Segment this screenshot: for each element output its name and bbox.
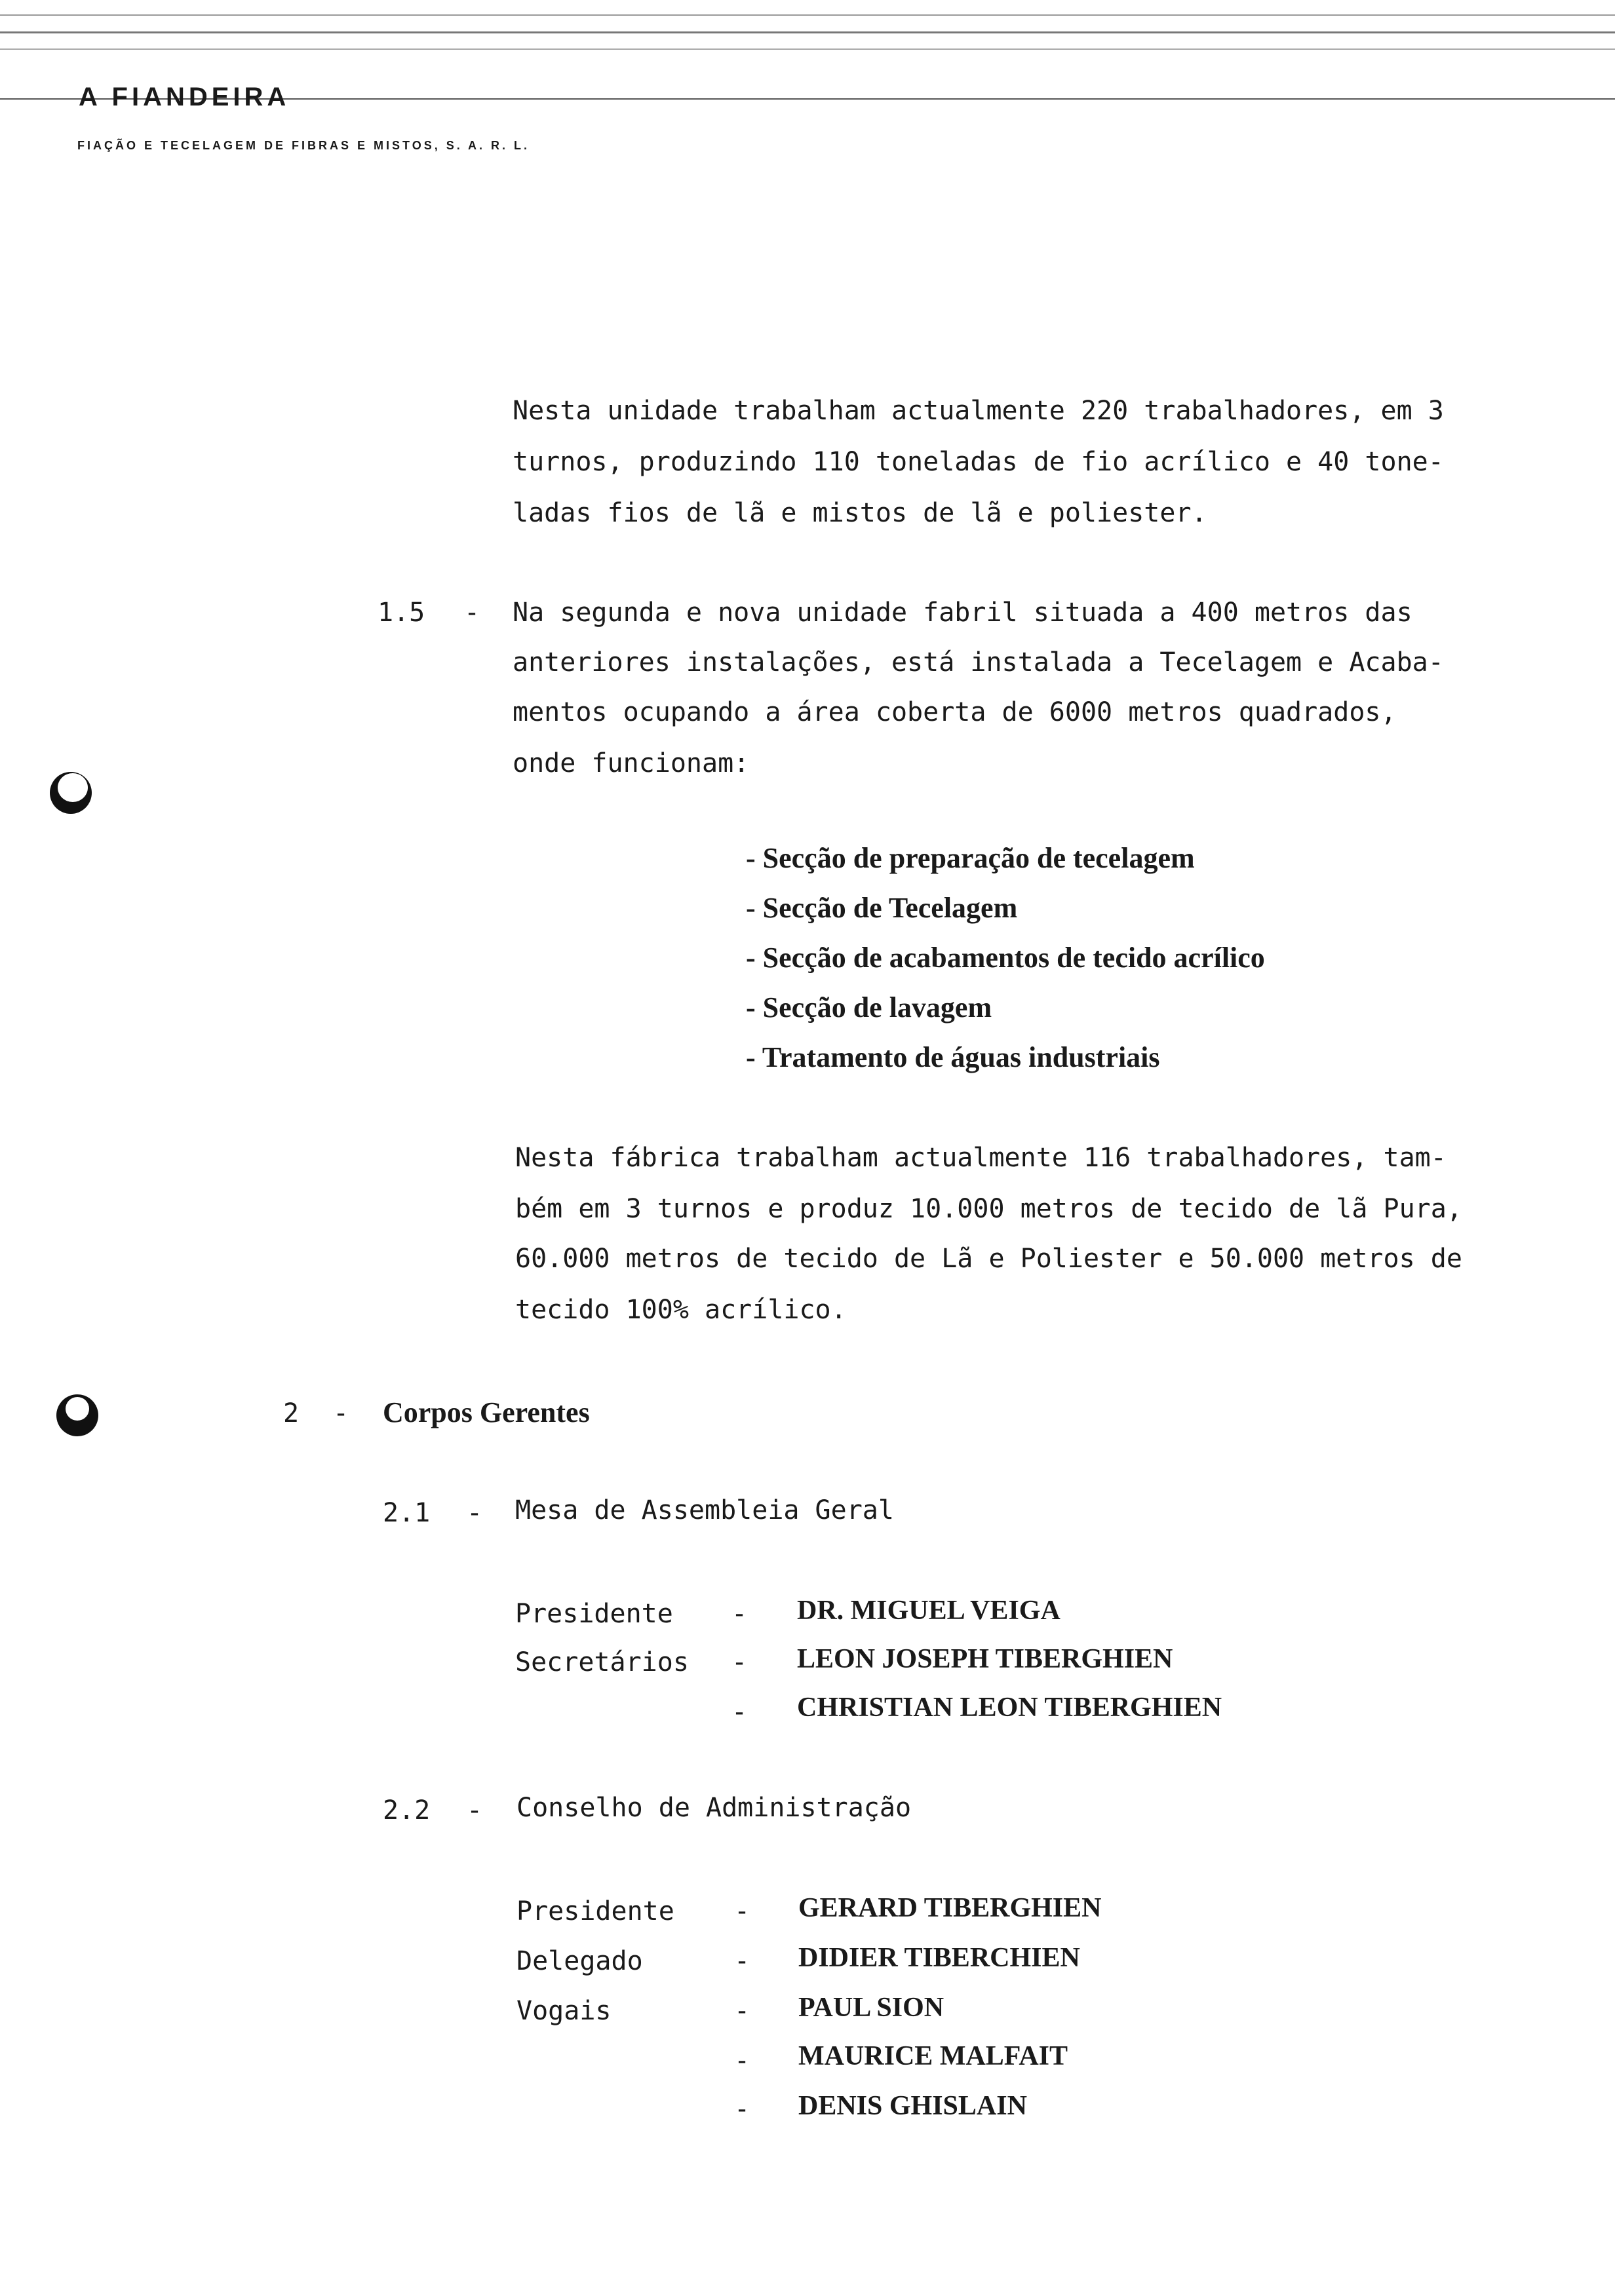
sections-list-item: - Secção de acabamentos de tecido acrílico	[746, 942, 1265, 974]
officer-name: DENIS GHISLAIN	[798, 2091, 1027, 2121]
officer-dash: -	[734, 2046, 750, 2076]
para1-line: ladas fios de lã e mistos de lã e poliester.	[513, 498, 1207, 528]
para2-line: 60.000 metros de tecido de Lã e Poliester e 50.000 metros de	[515, 1244, 1462, 1274]
officer-name: DIDIER TIBERCHIEN	[798, 1943, 1080, 1973]
section-2-number: 2	[283, 1398, 300, 1428]
section-2-2-number: 2.2	[383, 1795, 431, 1826]
officer-role: Delegado	[516, 1946, 643, 1976]
officer-name: LEON JOSEPH TIBERGHIEN	[797, 1644, 1173, 1674]
section-2-2-title: Conselho de Administração	[516, 1793, 912, 1823]
section-2-2-dash: -	[467, 1795, 483, 1826]
officer-name: CHRISTIAN LEON TIBERGHIEN	[797, 1693, 1222, 1723]
officer-dash: -	[731, 1599, 748, 1629]
binder-hole	[56, 1394, 98, 1436]
para2-line: Nesta fábrica trabalham actualmente 116 trabalhadores, tam-	[515, 1143, 1447, 1173]
section-1-5-line: onde funcionam:	[513, 748, 750, 778]
para1-line: turnos, produzindo 110 toneladas de fio acrílico e 40 tone-	[513, 447, 1444, 477]
section-2-1-number: 2.1	[383, 1498, 431, 1528]
officer-dash: -	[734, 1996, 750, 2026]
sections-list-item: - Secção de lavagem	[746, 991, 992, 1024]
para2-line: bém em 3 turnos e produz 10.000 metros de tecido de lã Pura,	[515, 1194, 1462, 1224]
officer-dash: -	[731, 1697, 748, 1727]
section-2-1-dash: -	[467, 1498, 483, 1528]
binder-hole	[50, 772, 92, 814]
section-2-1-title: Mesa de Assembleia Geral	[515, 1495, 894, 1525]
section-1-5-dash: -	[464, 598, 480, 628]
officer-dash: -	[734, 2094, 750, 2124]
company-subtitle: FIAÇÃO E TECELAGEM DE FIBRAS E MISTOS, S. A. R. L.	[77, 139, 530, 152]
section-2-dash: -	[333, 1398, 349, 1428]
section-1-5-line: mentos ocupando a área coberta de 6000 metros quadrados,	[513, 697, 1397, 727]
officer-dash: -	[734, 1896, 750, 1926]
officer-name: PAUL SION	[798, 1993, 944, 2023]
company-name: A FIANDEIRA	[79, 83, 290, 111]
sections-list-item: - Secção de Tecelagem	[746, 892, 1018, 924]
officer-dash: -	[734, 1946, 750, 1976]
section-1-5-number: 1.5	[378, 598, 425, 628]
officer-dash: -	[731, 1647, 748, 1677]
sections-list-item: - Secção de preparação de tecelagem	[746, 842, 1195, 874]
officer-role: Secretários	[515, 1647, 689, 1677]
officer-name: MAURICE MALFAIT	[798, 2041, 1068, 2071]
officer-role: Presidente	[516, 1896, 674, 1926]
scan-artifact-line	[0, 14, 1615, 16]
section-1-5-line: Na segunda e nova unidade fabril situada a 400 metros das	[513, 598, 1412, 628]
section-2-title: Corpos Gerentes	[383, 1396, 590, 1428]
para2-line: tecido 100% acrílico.	[515, 1295, 847, 1325]
officer-name: GERARD TIBERGHIEN	[798, 1893, 1102, 1923]
para1-line: Nesta unidade trabalham actualmente 220 trabalhadores, em 3	[513, 396, 1444, 426]
scan-artifact-line	[0, 31, 1615, 33]
section-1-5-line: anteriores instalações, está instalada a Tecelagem e Acaba-	[513, 647, 1444, 678]
sections-list-item: - Tratamento de águas industriais	[746, 1041, 1160, 1073]
scan-artifact-line	[0, 48, 1615, 50]
officer-role: Vogais	[516, 1996, 612, 2026]
officer-role: Presidente	[515, 1599, 673, 1629]
officer-name: DR. MIGUEL VEIGA	[797, 1596, 1060, 1626]
